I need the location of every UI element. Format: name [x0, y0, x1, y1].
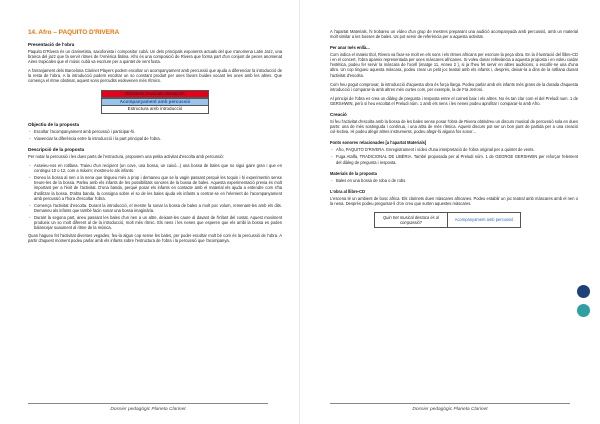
list-item: - Durant la segona part, aneu passant les bales d'un nen a un altre, deixant-les caure al davant de l'infant del costat. Aquest moviment produeix un so molt diferent al de la introducció, molt més rítmic. Els nens i les nenes que esperen que els arribi la bossa es poden balancejar suaument al ritme de la música. — [34, 215, 282, 230]
steps-list — [28, 163, 282, 230]
list-item: - Comença l'activitat d'escolta. Durant la introducció, el mestre fa sonar la bossa de bales a molt poc volum, remenant-les amb els dits. Demaneu als infants que també facin sonar una bossa imaginària. — [34, 203, 282, 213]
list-item: - Afro, PAQUITO D'RIVERA. Enregistrament i vídeo d'una interpretació de l'obra original per a quintet de vents. — [336, 147, 578, 152]
paragraph-book-cd: L'escena té un ambient de bosc africa. Els clarinets duen màscares africanes. Podeu establir un joc teatral amb màscares amb el nen o la nena. Després podeu preguntar-li d'on creu que surten aquestes màscares. — [330, 195, 578, 206]
materials-list — [330, 178, 578, 183]
list-item: - Fuga Atalfa, TRADICIONAL DE LIBÈRIA. També proposada per al Preludi núm. 1 de GEORGE GERSHWIN per reforçar l'element del diàleg de pregunta i resposta. — [336, 154, 578, 164]
heading-book-cd: L'obra al llibre-CD — [330, 188, 366, 194]
heading-description: Descripció de la proposta — [28, 146, 85, 152]
heading-presentation: Presentació de l'obra — [28, 42, 75, 47]
heading-further: Per anar més enllà... — [330, 45, 370, 51]
paragraph-introduction-length: Com heu pogut comprovar, la introducció d'aquesta obra és força llarga. Podeu parlar amb els infants més grans de la durada d'aquesta introducció i comparar-la amb altres més curtes com, per exemple, la de Fra Jerroni. — [330, 81, 578, 92]
sound-sources-list — [330, 147, 578, 164]
box-structure: Estructura amb introducció — [101, 106, 209, 113]
paragraph-intro: Paquito D'Rivera és un clarinetista, saxofonista i compositor cubà. Un dels principals exponents actuals del que s'anomena Latin Jazz, una branca del jazz que fa servir ritmes de l'Amèrica llatina. Afro és una composició de Rivera que forma part d'un conjunt de peces anomenat Aires tropicales que el músic cubà va escriure per a quintet de vent fusta. — [28, 49, 282, 65]
heading-objective: Objectiu de la proposta — [28, 121, 80, 127]
list-item: - Bales en una bossa de roba o de robs. — [336, 178, 578, 183]
footer-left: Dossier pedagògic Planeta Clarinet — [28, 403, 268, 412]
list-item: - Asseieu-vos en rotllana. Traieu d'un recipient (un cove, una bossa, un caixó...) una bossa de bales que no sigui gaire gran i que en contingui 10 o 12, com a màxim; mostreu-lo als infants. — [34, 163, 282, 173]
heading-creation: Creació — [330, 112, 347, 118]
paragraph-creation: Si feu l'activitat d'escolta amb la bossa de les bales sense posar l'obra de Rivera obtindreu un discurs musical de percussió sola en dues parts: una de més sostinguda i contínua, i una altra de més rítmica. Aquest discurs pot ser un bon punt de partida per a una creació col·lectiva. Hi podeu afegir altres instruments, podeu afegir-hi alguna fos sonor... — [330, 119, 578, 135]
heading-materials: Materials de la proposta — [330, 170, 377, 176]
table-question: Quin tret musical destaca és al compassió? — [375, 212, 448, 227]
list-item: - Doneu la bossa al nen o la nena que tingueu més a prop i demaneu que se la vagin passant perquè les toquin i hi experimentin sense treure-les de la bossa. Parleu amb els infants de les possibilitats sonores de la bossa de bales. Aquesta experimentació previa és molt important per a l'èxit de l'activitat. D'una banda, perquè posar els infants en contacte amb el material els ajuda a entendre com s'ha d'utilitzar la bossa. D'altra banda, la consigna sobre el so de les bales ajuda els infants a centrar-se en l'element de l'acompanyament amb percussió a l'hora d'escoltar l'obra. — [34, 175, 282, 200]
piece-title: 14. Afro – PAQUITO D'RIVERA — [28, 29, 120, 36]
box-elements-header: Elements musicals destacats — [101, 90, 209, 98]
list-item: - Viavenciar la diferència entre la introducció i la part principal de l'obra. — [34, 136, 282, 141]
video-icon — [577, 304, 590, 317]
audio-icon — [577, 285, 590, 298]
highlight-boxes — [101, 90, 209, 114]
box-percussion: Acompanyament amb percussió — [101, 98, 209, 106]
paragraph-arrangement: A l'arranjament dels Barcelona Clarinet Players podem escoltar un acompanyament amb percussió que ajuda a diferenciar la introducció de la resta de l'obra. A la introducció podem escoltar un so constant produït per unes favors buides xocant les unes amb les altres. Que comença el ritme obstinat, aquest sons percudits esdevenen més rítmics. — [28, 68, 282, 84]
paragraph-dialogue: Al principi de l'obra es crea un diàleg de pregunta i resposta entre el corneti baix i els altres. No és tan clar com el del Preludi num. 1 de GERSHWIN, però si heu escoltat el Preludi núm. 1 amb els nens i les nenes podeu aprofitar i comparar-lo amb Afro. — [330, 95, 578, 106]
heading-sound-sources: Fonts sonores relacionades [a l'apartat Materials] — [330, 140, 427, 146]
question-table — [374, 212, 521, 228]
paragraph-materials-ref: A l'apartat Materials, hi trobareu un vídeo d'un grup de mestres preparant una audició acompanyada amb percussió, amb un material molt similar a les bosses de bales. Us pot servir de referència per a aquesta activitat. — [330, 29, 578, 40]
table-answer: Acompanyament amb percussió — [448, 212, 521, 227]
paragraph-description: Per notar la percussió i les dues parts de l'estructura, proposem una petita activitat d'escolta amb percussió: — [28, 153, 224, 159]
objective-list — [28, 129, 282, 141]
footer-right: Dossier pedagògic Planeta Clarinet — [330, 403, 570, 412]
right-page — [300, 0, 600, 424]
paragraph-masks: Com indica el mateix títol, Rivera va fixar-se molt en els sons i els ritmes africans per escriure la peça obra. En la il·lustració del llibre-CD i en el concert, l'obra apareix representada per unes màscares africanes. Si voleu donar rellevància a aquesta proposta i en voleu cuidar l'estètica, podeu fer servir la màscara de l'ocell (imatge 11, Annex 2 ), si ja l'heu fet servir en altres audicions, o escollir-ne una d'una altra. Un cop tingueu aquesta màscara, podeu crear un petit joc teatral amb els infants i, després, deixar-la a dins de la rotllana durant l'activitat d'escolta. — [330, 52, 578, 78]
paragraph-closing: Quan hagueu fet l'activitat diverses vegades, feu-la algun cop sense les bales, per poder escoltar molt bé com és la percussió de l'obra. A partir d'aquest moment podeu parlar amb els infants sobre l'estructura de l'obra i la percussió que l'acompanya. — [28, 233, 282, 244]
list-item: - Escoltar l'acompanyament amb percussió i participar-hi. — [34, 129, 282, 134]
